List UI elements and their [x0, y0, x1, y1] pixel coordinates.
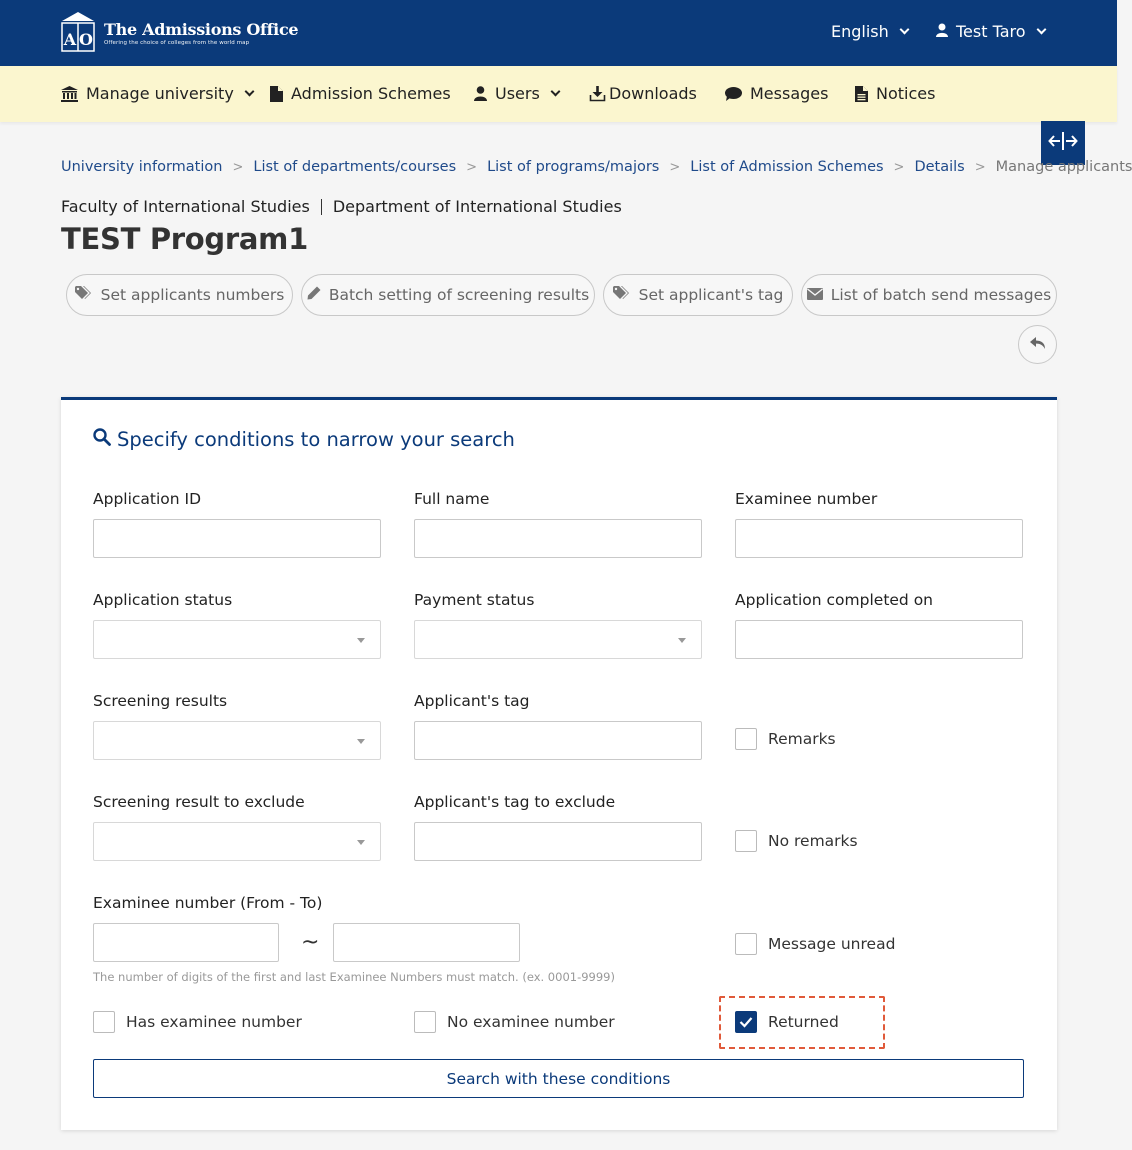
university-icon: [61, 86, 78, 102]
tags-icon: [75, 286, 93, 304]
user-icon: [936, 22, 948, 41]
caret-down-icon: [357, 840, 365, 845]
user-icon: [474, 86, 487, 101]
breadcrumb-separator: >: [893, 159, 905, 175]
expand-horizontal-icon: [1048, 131, 1078, 155]
breadcrumb-link-details[interactable]: Details: [914, 159, 965, 175]
button-label: List of batch send messages: [830, 286, 1052, 304]
no-examinee-number-checkbox[interactable]: [414, 1011, 615, 1033]
nav-label: Notices: [876, 84, 936, 103]
examinee-number-to-input[interactable]: [333, 923, 520, 962]
applicants-tag-label: Applicant's tag: [414, 692, 530, 710]
applicants-tag-exclude-label: Applicant's tag to exclude: [414, 793, 616, 811]
has-examinee-number-checkbox[interactable]: [93, 1011, 302, 1033]
logo-subtitle: Offering the choice of colleges from the world map: [104, 40, 250, 46]
download-icon: [590, 86, 605, 101]
breadcrumb: [61, 159, 1132, 175]
nav-item-notices[interactable]: [855, 84, 935, 103]
language-label: English: [831, 22, 889, 41]
nav-label: Downloads: [609, 84, 697, 103]
chevron-down-icon: [550, 87, 560, 97]
breadcrumb-link-departments[interactable]: List of departments/courses: [253, 159, 457, 175]
checkbox-box[interactable]: [93, 1011, 115, 1033]
payment-status-select[interactable]: [414, 620, 702, 659]
pencil-icon: [307, 286, 321, 304]
checkbox-box[interactable]: [414, 1011, 436, 1033]
examinee-number-from-input[interactable]: [93, 923, 279, 962]
breadcrumb-current: Manage applicants: [995, 159, 1132, 175]
application-status-select[interactable]: [93, 620, 381, 659]
application-id-label: Application ID: [93, 490, 202, 508]
breadcrumb-separator: >: [974, 159, 986, 175]
search-panel-title: [93, 428, 515, 451]
reply-icon: [1030, 335, 1046, 354]
application-completed-on-input[interactable]: [735, 620, 1023, 659]
screening-result-exclude-select[interactable]: [93, 822, 381, 861]
message-unread-checkbox[interactable]: [735, 933, 895, 955]
range-separator: ~: [301, 930, 320, 955]
checkmark-icon: [739, 1016, 753, 1028]
checkbox-box[interactable]: [735, 1011, 757, 1033]
button-label: Set applicants numbers: [100, 286, 285, 304]
checkbox-box[interactable]: [735, 728, 757, 750]
nav-item-admission-schemes[interactable]: [270, 84, 451, 103]
nav-label: Admission Schemes: [291, 84, 451, 103]
checkbox-label: No remarks: [768, 832, 858, 850]
nav-item-manage-university[interactable]: [61, 84, 253, 103]
breadcrumb-separator: >: [466, 159, 478, 175]
nav-label: Manage university: [86, 84, 234, 103]
envelope-icon: [807, 286, 823, 304]
set-applicants-numbers-button[interactable]: [66, 274, 293, 316]
chevron-down-icon: [899, 25, 909, 35]
examinee-number-label: Examinee number: [735, 490, 878, 508]
caret-down-icon: [678, 638, 686, 643]
search-submit-button[interactable]: Search with these conditions: [93, 1059, 1024, 1098]
examinee-range-hint: The number of digits of the first and last Examinee Numbers must match. (ex. 0001-9999): [93, 970, 615, 984]
caret-down-icon: [357, 638, 365, 643]
checkbox-box[interactable]: [735, 933, 757, 955]
search-panel-title-text: Specify conditions to narrow your search: [117, 428, 515, 451]
top-header: [0, 0, 1117, 66]
main-nav: [0, 66, 1117, 122]
payment-status-label: Payment status: [414, 591, 535, 609]
page-title: TEST Program1: [61, 222, 308, 256]
divider: [321, 199, 322, 215]
nav-label: Messages: [750, 84, 829, 103]
button-label: Set applicant's tag: [638, 286, 784, 304]
faculty-department: [61, 197, 622, 216]
department-name: Department of International Studies: [332, 197, 622, 216]
file-text-icon: [855, 86, 868, 102]
examinee-range-label: Examinee number (From - To): [93, 894, 323, 912]
faculty-name: Faculty of International Studies: [61, 197, 310, 216]
button-label: Batch setting of screening results: [328, 286, 590, 304]
chevron-down-icon: [1036, 25, 1046, 35]
examinee-number-input[interactable]: [735, 519, 1023, 558]
user-menu[interactable]: [936, 22, 1045, 41]
set-applicants-tag-button[interactable]: [603, 274, 793, 316]
nav-item-users[interactable]: [474, 84, 559, 103]
nav-item-messages[interactable]: [725, 84, 828, 103]
breadcrumb-link-programs[interactable]: List of programs/majors: [487, 159, 660, 175]
language-menu[interactable]: [831, 22, 908, 41]
batch-messages-list-button[interactable]: [801, 274, 1057, 316]
user-name: Test Taro: [956, 22, 1026, 41]
breadcrumb-link-admission-schemes[interactable]: List of Admission Schemes: [690, 159, 884, 175]
application-id-input[interactable]: [93, 519, 381, 558]
application-status-label: Application status: [93, 591, 233, 609]
returned-checkbox[interactable]: [735, 1011, 839, 1033]
breadcrumb-separator: >: [669, 159, 681, 175]
checkbox-label: Message unread: [768, 935, 896, 953]
search-conditions-panel: [61, 397, 1057, 1130]
checkbox-box[interactable]: [735, 830, 757, 852]
application-completed-on-label: Application completed on: [735, 591, 934, 609]
checkbox-label: Remarks: [768, 730, 836, 748]
comment-icon: [725, 87, 742, 101]
batch-screening-results-button[interactable]: [301, 274, 595, 316]
caret-down-icon: [357, 739, 365, 744]
full-name-input[interactable]: [414, 519, 702, 558]
svg-text:O: O: [79, 30, 93, 49]
checkbox-label: Returned: [768, 1013, 839, 1031]
search-icon: [93, 428, 111, 451]
breadcrumb-link-university-information[interactable]: University information: [61, 159, 223, 175]
logo-mark-icon: [61, 12, 95, 52]
applicants-tag-input[interactable]: [414, 721, 702, 760]
chevron-down-icon: [244, 87, 254, 97]
breadcrumb-separator: >: [232, 159, 244, 175]
screening-result-exclude-label: Screening result to exclude: [93, 793, 305, 811]
applicants-tag-exclude-input[interactable]: [414, 822, 702, 861]
svg-text:A: A: [63, 30, 77, 49]
full-name-label: Full name: [414, 490, 490, 508]
site-logo[interactable]: [61, 12, 298, 52]
nav-label: Users: [495, 84, 540, 103]
tags-icon: [613, 286, 631, 304]
remarks-checkbox[interactable]: [735, 728, 836, 750]
file-icon: [270, 86, 283, 102]
nav-item-downloads[interactable]: [590, 84, 697, 103]
screening-results-label: Screening results: [93, 692, 228, 710]
checkbox-label: Has examinee number: [126, 1013, 302, 1031]
back-button[interactable]: [1018, 325, 1057, 364]
logo-title: The Admissions Office: [104, 20, 299, 39]
screening-results-select[interactable]: [93, 721, 381, 760]
no-remarks-checkbox[interactable]: [735, 830, 858, 852]
checkbox-label: No examinee number: [447, 1013, 615, 1031]
